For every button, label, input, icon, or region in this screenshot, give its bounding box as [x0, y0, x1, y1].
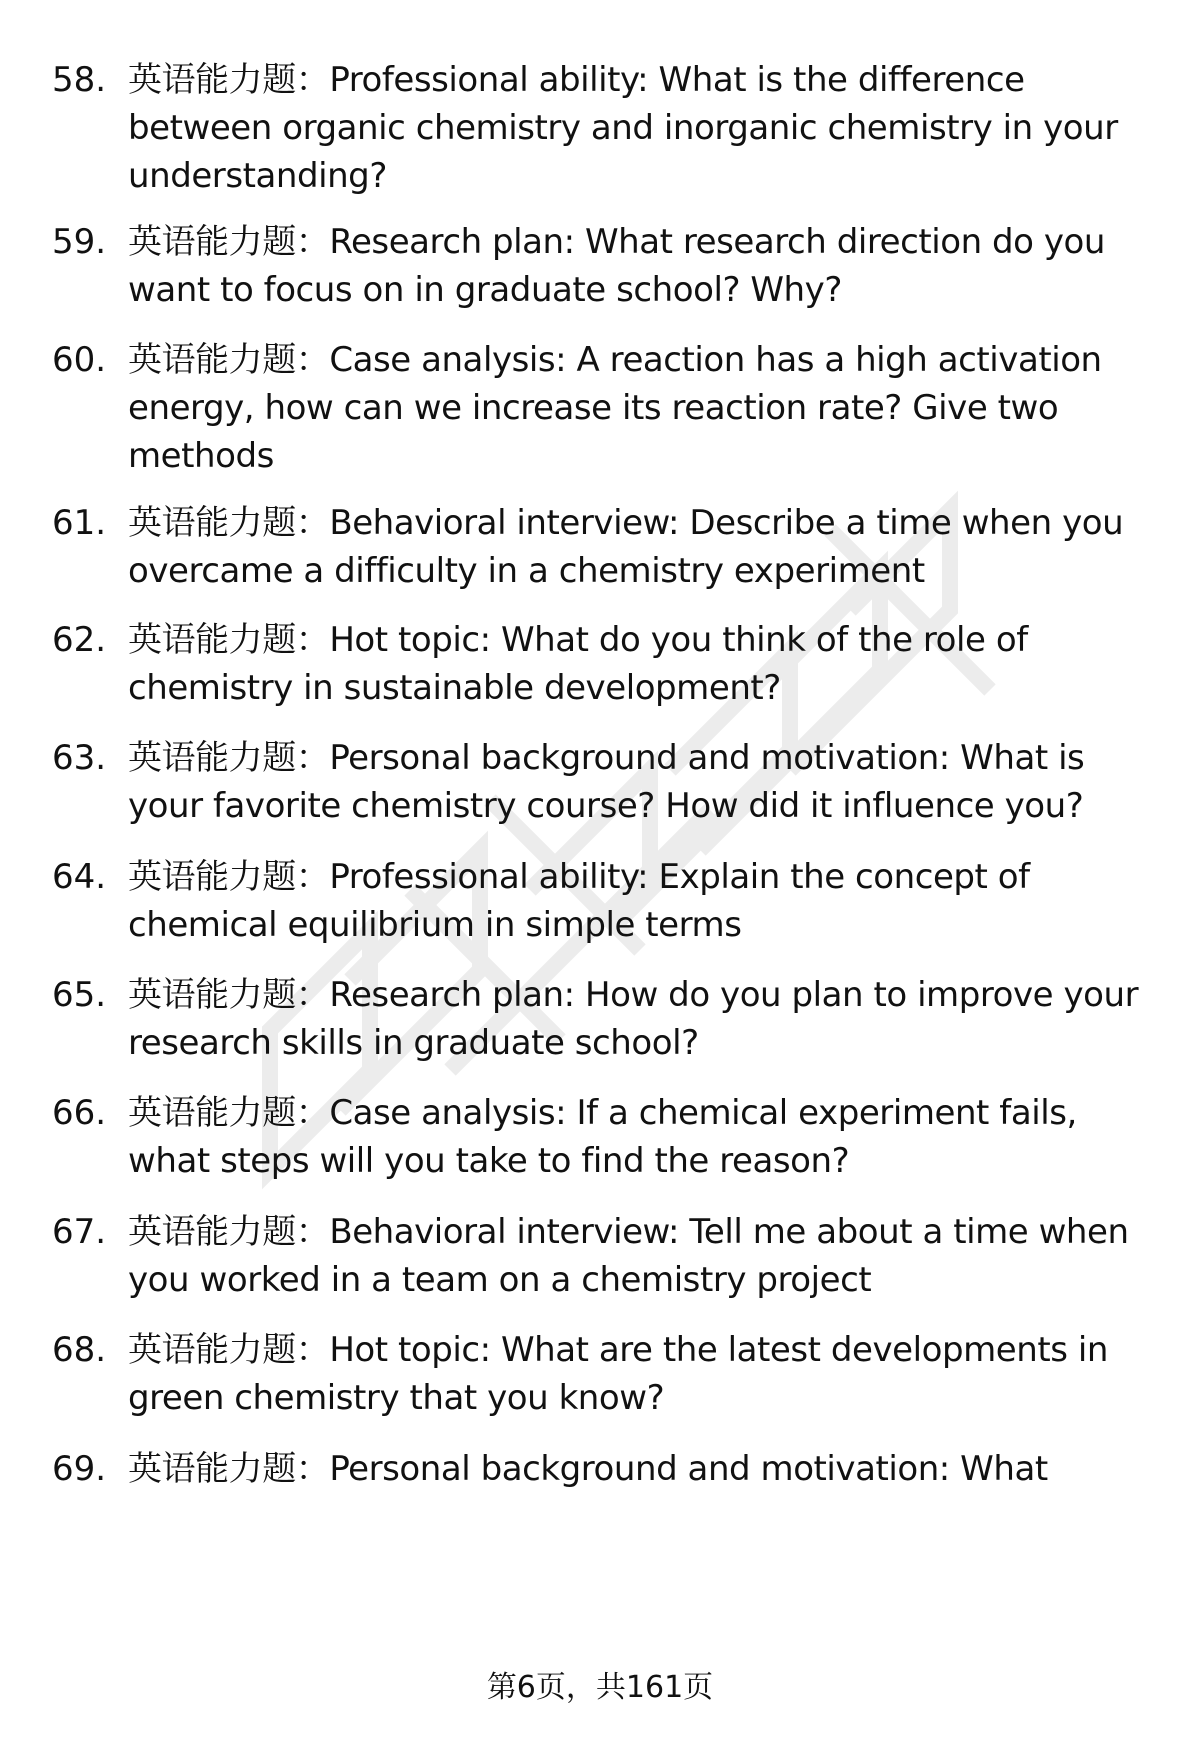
- question-text: Research plan: How do you plan to improve your research skills in graduate school?: [128, 975, 1139, 1063]
- question-number: 63.: [52, 738, 107, 778]
- question-number: 69.: [52, 1449, 107, 1489]
- question-body: [128, 1208, 1158, 1304]
- question-category-label: 英语能力题：: [128, 738, 330, 778]
- question-category-label: 英语能力题：: [128, 1330, 330, 1370]
- question-number: 68.: [52, 1330, 107, 1370]
- question-category-label: 英语能力题：: [128, 1093, 330, 1133]
- question-body: [128, 1445, 1158, 1493]
- question-category-label: 英语能力题：: [128, 503, 330, 543]
- question-text: Hot topic: What are the latest developments in green chemistry that you know?: [128, 1330, 1108, 1418]
- question-text: Hot topic: What do you think of the role of chemistry in sustainable development?: [128, 620, 1028, 708]
- question-text: Case analysis: A reaction has a high activation energy, how can we increase its reaction rate? Give two methods: [128, 340, 1102, 476]
- question-category-label: 英语能力题：: [128, 975, 330, 1015]
- question-text: Personal background and motivation: What is your favorite chemistry course? How did it influence you?: [128, 738, 1085, 826]
- question-number: 62.: [52, 620, 107, 660]
- question-body: [128, 853, 1158, 949]
- question-body: [128, 499, 1158, 595]
- question-body: [128, 1326, 1158, 1422]
- question-text: Research plan: What research direction do you want to focus on in graduate school? Why?: [128, 222, 1106, 310]
- question-body: [128, 56, 1158, 200]
- question-category-label: 英语能力题：: [128, 620, 330, 660]
- question-text: Behavioral interview: Describe a time when you overcame a difficulty in a chemistry experiment: [128, 503, 1124, 591]
- question-category-label: 英语能力题：: [128, 1212, 330, 1252]
- question-text: Professional ability: Explain the concept of chemical equilibrium in simple terms: [128, 857, 1030, 945]
- question-number: 67.: [52, 1212, 107, 1252]
- question-number: 65.: [52, 975, 107, 1015]
- page-number-footer: 第6页，共161页: [486, 1670, 714, 1705]
- question-number: 64.: [52, 857, 107, 897]
- question-body: [128, 616, 1158, 712]
- question-number: 60.: [52, 340, 107, 380]
- question-number: 66.: [52, 1093, 107, 1133]
- question-category-label: 英语能力题：: [128, 857, 330, 897]
- question-number: 59.: [52, 222, 107, 262]
- question-body: [128, 734, 1158, 830]
- question-number: 58.: [52, 60, 107, 100]
- question-body: [128, 1089, 1158, 1185]
- question-text: Case analysis: If a chemical experiment fails, what steps will you take to find the reason?: [128, 1093, 1077, 1181]
- question-category-label: 英语能力题：: [128, 222, 330, 262]
- question-text: Professional ability: What is the difference between organic chemistry and inorganic chemistry in your understanding?: [128, 60, 1118, 196]
- question-category-label: 英语能力题：: [128, 340, 330, 380]
- question-body: [128, 971, 1158, 1067]
- question-number: 61.: [52, 503, 107, 543]
- question-category-label: 英语能力题：: [128, 1449, 330, 1489]
- question-text: Personal background and motivation: What: [329, 1449, 1048, 1489]
- question-body: [128, 336, 1158, 480]
- question-text: Behavioral interview: Tell me about a time when you worked in a team on a chemistry project: [128, 1212, 1129, 1300]
- question-category-label: 英语能力题：: [128, 60, 330, 100]
- question-body: [128, 218, 1158, 314]
